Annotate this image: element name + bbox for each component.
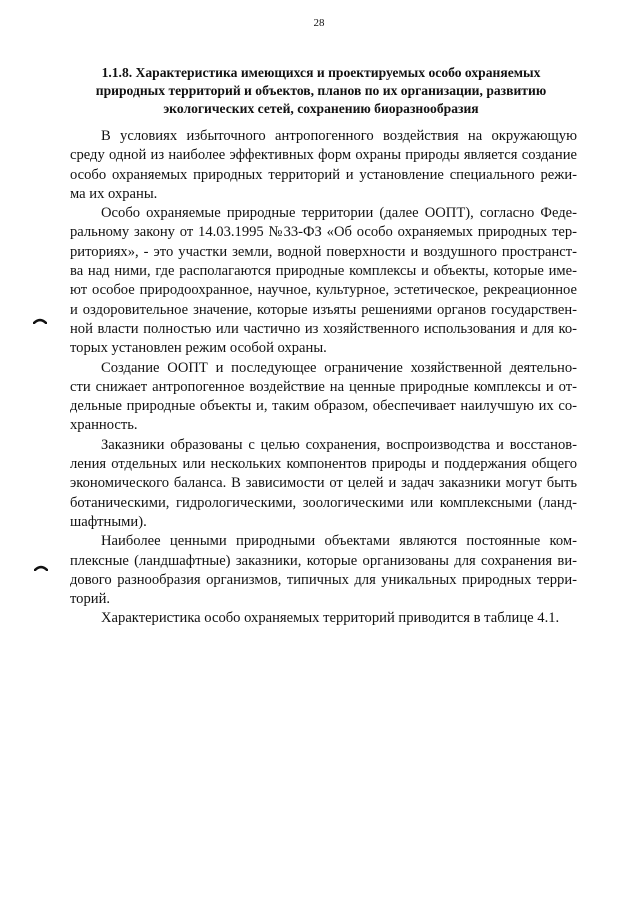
paragraph: [70, 127, 577, 204]
text-line: риториях», - это участки земли, водной поверхности и воздушного пространст-: [70, 243, 577, 260]
heading-line: 1.1.8. Характеристика имеющихся и проектируемых особо охраняемых: [101, 65, 541, 80]
text-line: Характеристика особо охраняемых территорий приводится в таблице 4.1.: [101, 610, 560, 627]
text-line: В условиях избыточного антропогенного воздействия на окружающую: [101, 128, 577, 144]
paragraph: [70, 359, 577, 436]
text-line: ной власти полностью или частично из хозяйственного использования и для ко-: [70, 320, 577, 337]
text-line: плексные (ландшафтные) заказники, которые организованы для сохранения ви-: [70, 552, 577, 569]
heading-line: природных территорий и объектов, планов по их организации, развитию: [95, 83, 547, 98]
text-line: экономического баланса. В зависимости от целей и задач заказники могут быть: [70, 475, 577, 492]
text-line: ва над ними, где располагаются природные комплексы и объекты, которые име-: [70, 263, 577, 280]
paragraph: [70, 609, 577, 628]
paragraph: [70, 532, 577, 609]
text-line: торых установлен режим особой охраны.: [70, 340, 327, 357]
text-line: особо охраняемых природных территорий и установление специального режи-: [70, 166, 577, 183]
text-line: и оздоровительное значение, которые изъяты решениями органов государствен-: [70, 301, 577, 318]
text-line: среду одной из наиболее эффективных форм охраны природы является создание: [70, 147, 577, 164]
text-line: Заказники образованы с целью сохранения, воспроизводства и восстанов-: [101, 436, 577, 453]
page-number: 28: [313, 17, 325, 29]
text-line: Наиболее ценными природными объектами являются постоянные ком-: [101, 533, 577, 550]
text-line: ральному закону от 14.03.1995 №33-ФЗ «Об особо охраняемых природных тер-: [70, 224, 577, 241]
body-text: [70, 127, 577, 629]
text-line: ма их охраны.: [70, 185, 158, 202]
text-line: Создание ООПТ и последующее ограничение хозяйственной деятельно-: [101, 359, 577, 376]
paragraph: [70, 436, 577, 532]
heading-line: экологических сетей, сохранению биоразнообразия: [163, 101, 479, 116]
text-line: шафтными).: [70, 513, 147, 530]
text-line: дельные природные объекты и, таким образом, обеспечивает наилучшую их со-: [70, 398, 577, 415]
text-line: дового разнообразия организмов, типичных для уникальных природных терри-: [70, 571, 577, 588]
text-line: торий.: [70, 591, 111, 608]
scan-mark-icon: [33, 318, 47, 324]
text-line: Особо охраняемые природные территории (далее ООПТ), согласно Феде-: [101, 205, 577, 222]
scan-mark-icon: [34, 565, 48, 571]
paragraph: [70, 204, 577, 358]
text-line: хранность.: [70, 417, 138, 434]
text-line: ления отдельных или нескольких компонентов природы и поддержания общего: [70, 456, 577, 473]
text-line: ют особое природоохранное, научное, культурное, эстетическое, рекреационное: [70, 282, 577, 299]
text-line: сти снижает антропогенное воздействие на ценные природные комплексы и от-: [70, 378, 577, 395]
section-heading: [66, 64, 576, 118]
text-line: ботаническими, гидрологическими, зоологическими или комплексными (ланд-: [70, 494, 577, 511]
